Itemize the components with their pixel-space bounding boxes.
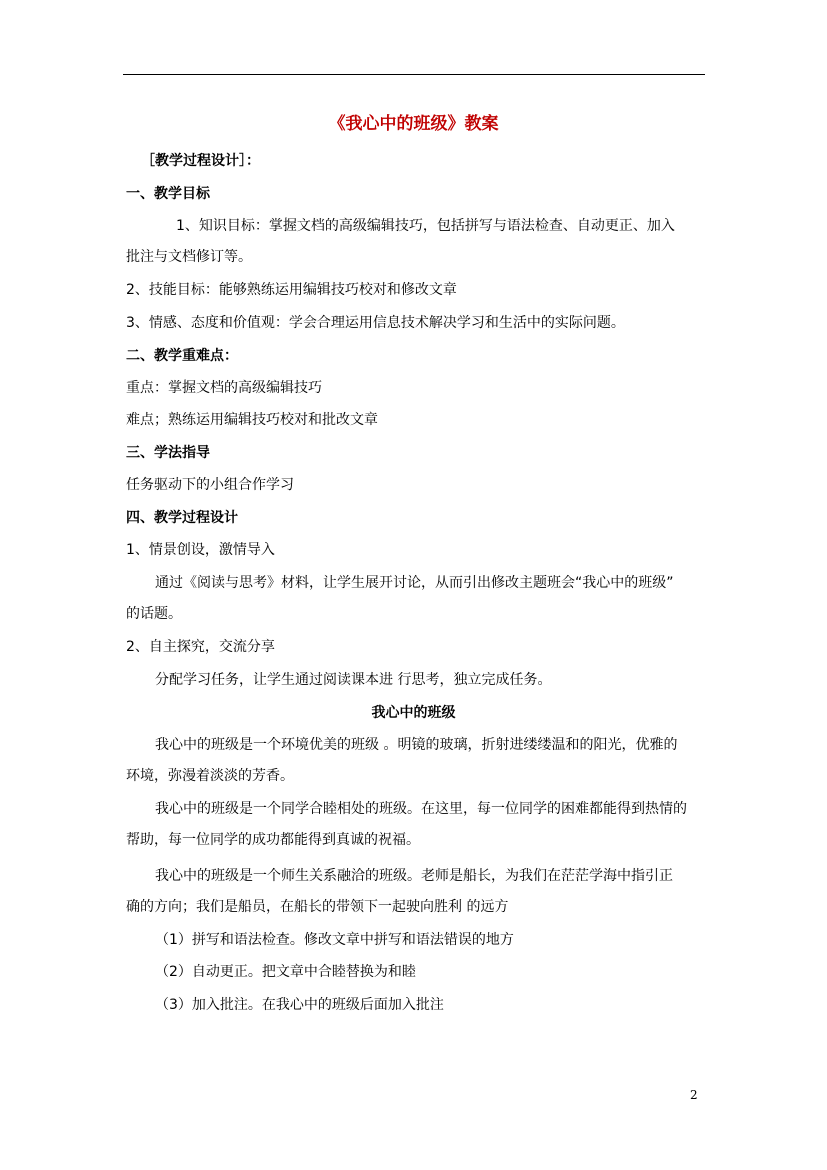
goal2: 2、技能目标：能够熟练运用编辑技巧校对和修改文章 — [126, 282, 457, 298]
key-point: 重点：掌握文档的高级编辑技巧 — [126, 380, 322, 396]
section-heading-method: 三、学法指导 — [126, 445, 210, 461]
difficult-point: 难点；熟练运用编辑技巧校对和批改文章 — [126, 412, 378, 428]
step1: 1、情景创设，激情导入 — [126, 542, 275, 558]
page-number: 2 — [690, 1088, 698, 1102]
section-heading-goals: 一、教学目标 — [126, 186, 210, 202]
para1-line2: 环境，弥漫着淡淡的芳香。 — [126, 768, 294, 784]
task3: （3）加入批注。在我心中的班级后面加入批注 — [155, 997, 444, 1013]
para2-line2: 帮助，每一位同学的成功都能得到真诚的祝福。 — [126, 832, 420, 848]
step1-text-line1: 通过《阅读与思考》材料，让学生展开讨论，从而引出修改主题班会“我心中的班级” — [155, 575, 674, 591]
header-rule — [123, 74, 705, 75]
section-heading-process: 四、教学过程设计 — [126, 510, 238, 526]
method-text: 任务驱动下的小组合作学习 — [126, 477, 294, 493]
para3-line1: 我心中的班级是一个师生关系融洽的班级。老师是船长，为我们在茫茫学海中指引正 — [155, 868, 673, 884]
section-heading-key-points: 二、教学重难点： — [126, 348, 238, 364]
goal3: 3、情感、态度和价值观：学会合理运用信息技术解决学习和生活中的实际问题。 — [126, 315, 625, 331]
design-label: ［教学过程设计］： — [141, 153, 260, 169]
para2-line1: 我心中的班级是一个同学合睦相处的班级。在这里，每一位同学的困难都能得到热情的 — [155, 801, 687, 817]
task2: （2）自动更正。把文章中合睦替换为和睦 — [155, 964, 416, 980]
step2: 2、自主探究，交流分享 — [126, 639, 275, 655]
step1-text-line2: 的话题。 — [126, 606, 182, 622]
para1-line1: 我心中的班级是一个环境优美的班级 。明镜的玻璃，折射进缕缕温和的阳光，优雅的 — [155, 737, 678, 753]
document-title: 《我心中的班级》教案 — [328, 114, 499, 134]
goal1-line1: 1、知识目标：掌握文档的高级编辑技巧，包括拼写与语法检查、自动更正、加入 — [176, 218, 675, 234]
step2-text: 分配学习任务，让学生通过阅读课本进 行思考，独立完成任务。 — [155, 672, 552, 688]
goal1-line2: 批注与文档修订等。 — [126, 249, 252, 265]
task1: （1）拼写和语法检查。修改文章中拼写和语法错误的地方 — [155, 932, 514, 948]
essay-title: 我心中的班级 — [371, 705, 456, 721]
para3-line2: 确的方向；我们是船员，在船长的带领下一起驶向胜利 的远方 — [126, 899, 509, 915]
